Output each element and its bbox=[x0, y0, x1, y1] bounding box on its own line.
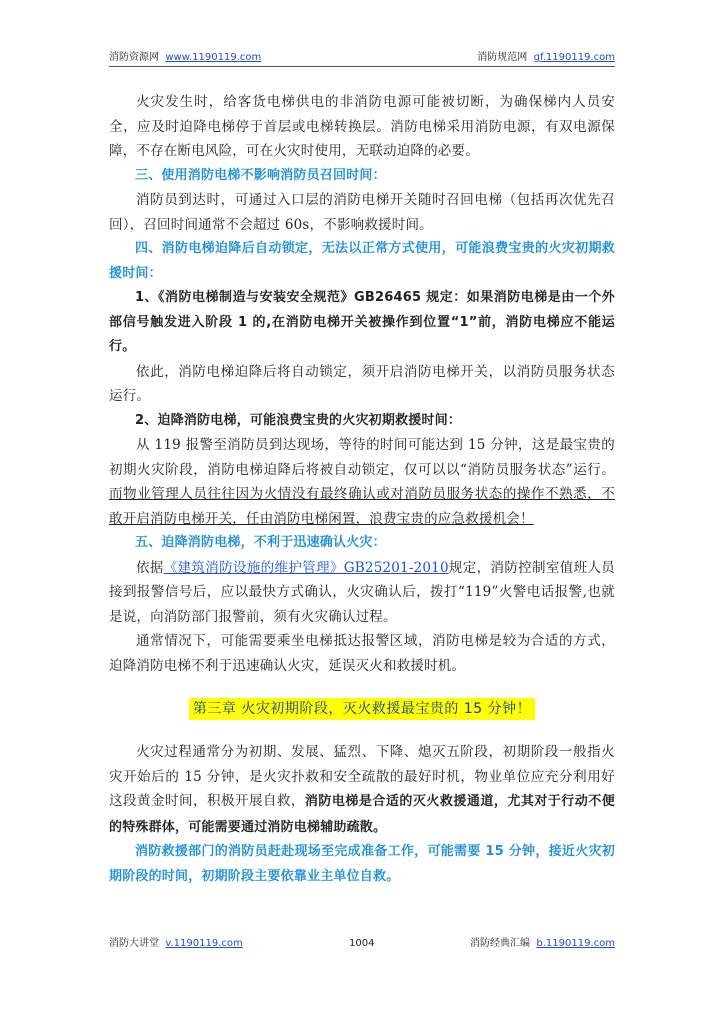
paragraph-7-text: 规定，消防控制室值班人员接到报警信号后，应以最快方式确认，火灾确认后，拨打“119”火警电话报警,也就是说，向消防部门报警前，须有火灾确认过程。 bbox=[109, 559, 615, 625]
footer-left-label: 消防大讲堂 bbox=[109, 938, 159, 949]
chapter-heading-wrap bbox=[109, 698, 615, 720]
section-heading-4: 四、消防电梯迫降后自动锁定，无法以正常方式使用，可能浪费宝贵的火灾初期救援时间： bbox=[109, 241, 615, 281]
paragraph-3: 1、《消防电梯制造与安装安全规范》GB26465 规定：如果消防电梯是由一个外部信号触发进入阶段 1 的,在消防电梯开关被操作到位置“1”前，消防电梯应不能运行。 bbox=[109, 290, 615, 354]
page-footer bbox=[109, 936, 615, 952]
paragraph-2: 消防员到达时，可通过入口层的消防电梯开关随时召回电梯（包括再次优先召回），召回时间通常不会超过 60s，不影响救援时间。 bbox=[109, 192, 615, 233]
page-number: 1004 bbox=[349, 938, 375, 949]
section-heading-5: 五、迫降消防电梯，不利于迅速确认火灾： bbox=[135, 535, 386, 550]
paragraph-6 bbox=[109, 433, 615, 531]
chapter-heading: 第三章 火灾初期阶段，灭火救援最宝贵的 15 分钟！ bbox=[189, 698, 535, 720]
footer-right-label: 消防经典汇编 bbox=[470, 938, 531, 949]
paragraph-7 bbox=[109, 556, 615, 630]
footer-left-link[interactable]: v.1190119.com bbox=[165, 938, 243, 949]
paragraph-6-underlined: 而物业管理人员往往因为火情没有最终确认或对消防员服务状态的操作不熟悉，不敢开启消防电梯开关，任由消防电梯闲置，浪费宝贵的应急救援机会！ bbox=[109, 486, 615, 527]
paragraph-4: 依此，消防电梯迫降后将自动锁定，须开启消防电梯开关，以消防员服务状态运行。 bbox=[109, 363, 615, 404]
header-right-label: 消防规范网 bbox=[477, 52, 528, 63]
paragraph-9-bold: 消防电梯是合适的灭火救援通道，尤其对于行动不便的特殊群体，可能需要通过消防电梯辅助疏散。 bbox=[109, 794, 615, 835]
paragraph-10: 消防救援部门的消防员赶赴现场至完成准备工作，可能需要 15 分钟，接近火灾初期阶段的时间，初期阶段主要依靠业主单位自救。 bbox=[109, 844, 615, 884]
footer-right bbox=[470, 936, 615, 952]
header-left bbox=[109, 50, 261, 66]
paragraph-1: 火灾发生时，给客货电梯供电的非消防电源可能被切断，为确保梯内人员安全，应及时迫降电梯停于首层或电梯转换层。消防电梯采用消防电源，有双电源保障，不存在断电风险，可在火灾时使用，无联动迫降的必要。 bbox=[109, 94, 615, 159]
paragraph-7-lead: 依据 bbox=[136, 559, 164, 576]
paragraph-9 bbox=[109, 740, 615, 840]
header-left-label: 消防资源网 bbox=[109, 52, 159, 63]
footer-right-link[interactable]: b.1190119.com bbox=[536, 938, 615, 949]
paragraph-5: 2、迫降消防电梯，可能浪费宝贵的火灾初期救援时间： bbox=[135, 412, 462, 428]
header-right bbox=[477, 50, 615, 66]
paragraph-8: 通常情况下，可能需要乘坐电梯抵达报警区域，消防电梯是较为合适的方式，迫降消防电梯不利于迅速确认火灾，延误灭火和救援时机。 bbox=[109, 633, 615, 674]
header-left-link[interactable]: www.1190119.com bbox=[165, 52, 262, 63]
standard-reference-link[interactable]: 《建筑消防设施的维护管理》GB25201-2010 bbox=[163, 559, 449, 576]
header-right-link[interactable]: gf.1190119.com bbox=[533, 52, 615, 63]
paragraph-9-text: 火灾过程通常分为初期、发展、猛烈、下降、熄灭五阶段，初期阶段一般指火灾开始后的 15 分钟，是火灾扑救和安全疏散的最好时机，物业单位应充分利用好这段黄金时间，积极开展自救， bbox=[109, 744, 615, 809]
page-body bbox=[109, 90, 615, 889]
section-heading-3: 三、使用消防电梯不影响消防员召回时间： bbox=[135, 167, 386, 183]
footer-left bbox=[109, 936, 243, 952]
page-header bbox=[109, 50, 615, 67]
paragraph-6-text: 从 119 报警至消防员到达现场，等待的时间可能达到 15 分钟，这是最宝贵的初期火灾阶段，消防电梯迫降后将被自动锁定，仅可以以“消防员服务状态”运行。 bbox=[109, 437, 615, 478]
